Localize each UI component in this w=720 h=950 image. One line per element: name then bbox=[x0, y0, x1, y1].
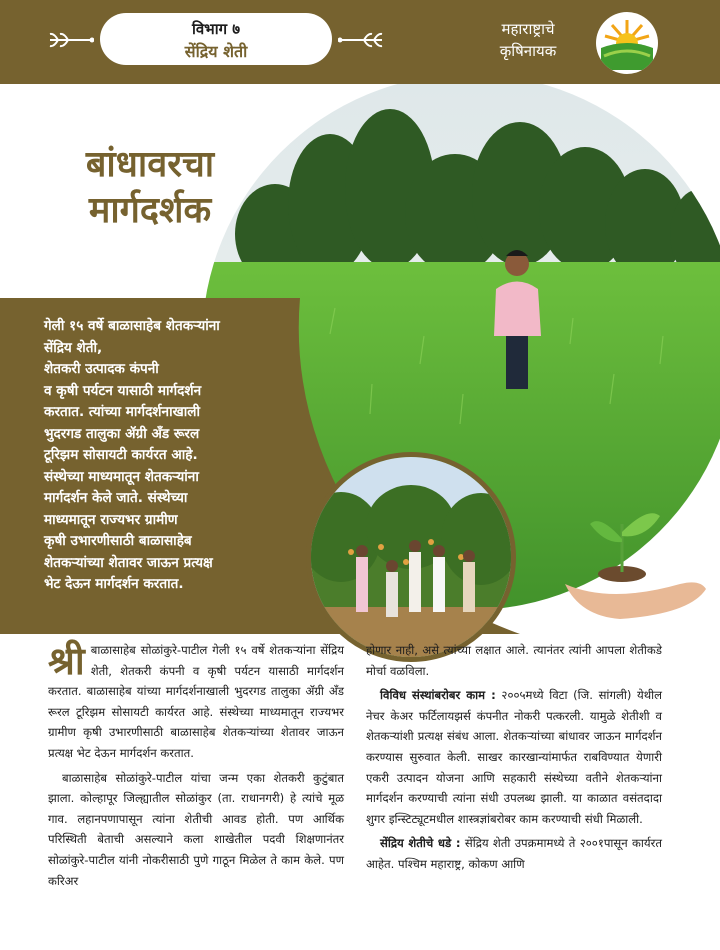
article-paragraph-1 bbox=[48, 640, 344, 764]
article-paragraph-2: बाळासाहेब सोळांकुरे-पाटील यांचा जन्म एका शेतकरी कुटुंबात झाला. कोल्हापूर जिल्ह्यातील सोळांकुर (ता. राधानगरी) हे त्यांचे मूळ गाव. लहानपणापासून त्यांना शेतीची आवड होती. पण आर्थिक परिस्थिती बेताची असल्याने कला शाखेतील पदवी शिक्षणानंतर सोळांकुरे-पाटील यांनी नोकरीसाठी पुणे गाठून मिळेल ते काम केले. पण करिअर bbox=[48, 770, 344, 888]
section-header-band bbox=[0, 0, 720, 84]
lead-line: भेट देऊन मार्गदर्शन करतात. bbox=[44, 576, 184, 592]
lead-line: करतात. त्यांच्या मार्गदर्शनाखाली bbox=[44, 404, 200, 420]
lead-line: शेतकरी उत्पादक कंपनी bbox=[44, 361, 159, 377]
sunrise-logo-icon bbox=[596, 12, 658, 74]
ornament-left-icon bbox=[48, 30, 94, 50]
section-label-pill bbox=[100, 13, 332, 65]
lead-line: व कृषी पर्यटन यासाठी मार्गदर्शन bbox=[44, 382, 202, 399]
subheading-work-with-institutions: विविध संस्थांबरोबर काम : bbox=[380, 688, 496, 703]
lead-line: माध्यमातून राज्यभर ग्रामीण bbox=[44, 511, 178, 528]
paragraph-4-text: २००५मध्ये विटा (जि. सांगली) येथील नेचर केअर फर्टिलायझर्स कंपनीत नोकरी पत्करली. यामुळे शेतीशी व शेतकऱ्यांशी प्रत्यक्ष संबंध आला. शेतकऱ्यांच्या बांधावर जाऊन मार्गदर्शन करण्यास सुरुवात केली. साखर कारखान्यांमार्फत राबविण्यात येणारी एकरी उत्पादन योजना आणि सहकारी संस्थेच्या वतीने शेतकऱ्यांना मार्गदर्शन करण्याची त्यांना संधी उपलब्ध झाली. या काळात वसंतदादा शुगर इन्स्टिट्यूटमधील शास्त्रज्ञांबरोबर काम करण्याची संधी मिळाली. bbox=[366, 688, 662, 826]
lead-line: शेतकऱ्यांच्या शेतावर जाऊन प्रत्यक्ष bbox=[44, 554, 213, 571]
magazine-name-line1: महाराष्ट्राचे bbox=[501, 20, 555, 38]
ornament-right-icon bbox=[338, 30, 384, 50]
lead-line: संस्थेच्या माध्यमातून शेतकऱ्यांना bbox=[44, 468, 199, 485]
article-paragraph-5 bbox=[366, 833, 662, 874]
subheading-organic-farming-lessons: सेंद्रिय शेतीचे धडे : bbox=[380, 836, 461, 851]
article-body bbox=[48, 640, 678, 940]
paragraph-5-text: सेंद्रिय शेती उपक्रमामध्ये ते २००१पासून कार्यरत आहेत. पश्चिम महाराष्ट्र, कोकण आणि bbox=[366, 836, 662, 871]
lead-line: मार्गदर्शन केले जाते. संस्थेच्या bbox=[44, 490, 188, 506]
paragraph-1-text: बाळासाहेब सोळांकुरे-पाटील गेली १५ वर्षे शेतकऱ्यांना सेंद्रिय शेती, शेतकरी कंपनी व कृषी पर्यटन यासाठी मार्गदर्शन करतात. बाळासाहेब यांच्या मार्गदर्शनाखाली भुदरगड तालुका ॲग्री अँड रूरल टूरिझम सोसायटी कार्यरत आहे. संस्थेच्या माध्यमातून राज्यभर ग्रामीण कृषी उभारणीसाठी बाळासाहेब शेतकऱ्यांच्या शेतावर जाऊन प्रत्यक्ष भेट देऊन मार्गदर्शन करतात. bbox=[48, 643, 344, 760]
article-column-right bbox=[366, 640, 662, 879]
drop-cap: श्री bbox=[48, 639, 85, 683]
magazine-name-line2: कृषिनायक bbox=[499, 42, 557, 60]
lead-line: भुदरगड तालुका ॲग्री अँड रूरल bbox=[44, 425, 200, 442]
lead-line: कृषी उभारणीसाठी बाळासाहेब bbox=[44, 533, 192, 549]
headline-line-1: बांधावरचा bbox=[85, 144, 215, 185]
lead-line: टूरिझम सोसायटी कार्यरत आहे. bbox=[44, 447, 198, 463]
article-headline bbox=[40, 142, 260, 234]
orchard-group-photo bbox=[306, 452, 516, 662]
lead-line: गेली १५ वर्षे बाळासाहेब शेतकऱ्यांना bbox=[44, 318, 220, 334]
article-paragraph-4 bbox=[366, 685, 662, 829]
lead-line: सेंद्रिय शेती, bbox=[44, 339, 103, 356]
article-column-left bbox=[48, 640, 344, 895]
article-paragraph-3: होणार नाही, असे त्यांच्या लक्षात आले. त्यानंतर त्यांनी आपला शेतीकडे मोर्चा वळविला. bbox=[366, 643, 662, 678]
section-title: सेंद्रिय शेती bbox=[184, 42, 248, 61]
headline-line-2: मार्गदर्शक bbox=[88, 190, 212, 231]
section-number: विभाग ७ bbox=[191, 20, 241, 38]
magazine-name bbox=[468, 18, 588, 62]
lead-paragraph bbox=[44, 316, 314, 596]
